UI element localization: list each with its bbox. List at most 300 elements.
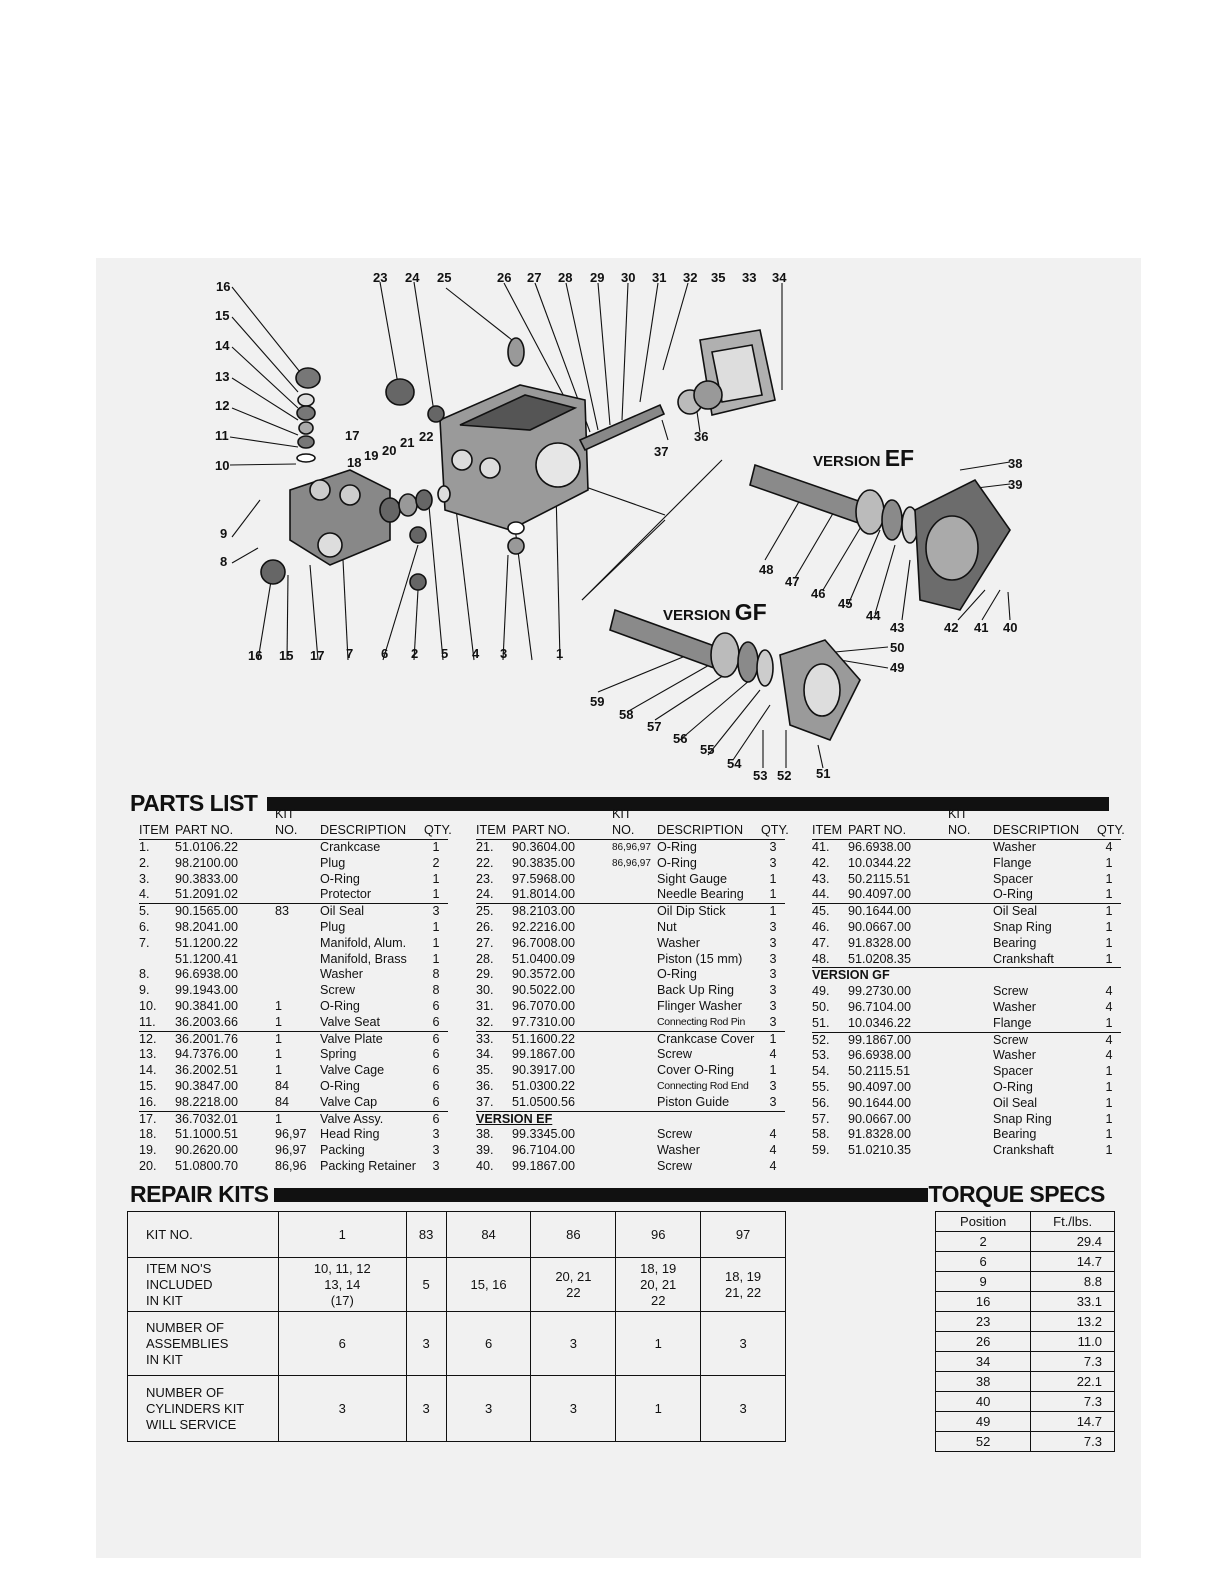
part-number: 99.3345.00 bbox=[512, 1127, 576, 1142]
parts-row bbox=[139, 1112, 448, 1128]
item-number: 53. bbox=[812, 1048, 830, 1063]
repair-kit-cell: 6 bbox=[446, 1312, 531, 1376]
parts-column-2 bbox=[476, 807, 789, 1175]
repair-kit-cell: 3 bbox=[701, 1312, 786, 1376]
torque-position: 34 bbox=[936, 1352, 1031, 1372]
part-description: Screw bbox=[993, 1032, 1028, 1047]
item-number: 35. bbox=[476, 1063, 494, 1078]
callout-56: 56 bbox=[673, 731, 688, 746]
torque-value: 11.0 bbox=[1031, 1332, 1115, 1352]
callout-22: 22 bbox=[419, 429, 434, 444]
parts-row bbox=[139, 840, 448, 856]
part-number: 10.0344.22 bbox=[848, 855, 912, 870]
part-quantity: 6 bbox=[432, 1031, 440, 1046]
callout-49: 49 bbox=[890, 660, 905, 675]
kit-number bbox=[275, 856, 320, 872]
callout-45: 45 bbox=[838, 596, 853, 611]
part-quantity: 1 bbox=[1105, 951, 1113, 966]
parts-row bbox=[476, 856, 785, 872]
item-number: 55. bbox=[812, 1079, 830, 1094]
kit-number: 1 bbox=[275, 1047, 283, 1062]
kit-number bbox=[948, 936, 993, 952]
torque-value: 14.7 bbox=[1031, 1252, 1115, 1272]
part-quantity: 4 bbox=[769, 1047, 777, 1062]
version-ef-label: VERSION EF bbox=[813, 445, 915, 471]
parts-row bbox=[812, 1112, 1121, 1128]
part-number: 90.4097.00 bbox=[848, 1079, 912, 1094]
banner-bar bbox=[274, 1188, 928, 1202]
part-quantity: 1 bbox=[769, 1031, 777, 1046]
part-description: Cover O-Ring bbox=[657, 1063, 734, 1078]
version-gf-label: VERSION GF bbox=[663, 599, 767, 625]
item-number: 26. bbox=[476, 919, 494, 934]
part-quantity: 6 bbox=[432, 1014, 440, 1029]
parts-row bbox=[812, 1096, 1121, 1112]
parts-row bbox=[139, 936, 448, 952]
item-number: 24. bbox=[476, 887, 494, 902]
part-number: 36.2003.66 bbox=[175, 1014, 239, 1029]
part-description: Crankcase bbox=[320, 840, 381, 854]
parts-row bbox=[476, 1095, 785, 1112]
kit-number bbox=[948, 840, 993, 856]
part-description: O-Ring bbox=[320, 871, 360, 886]
torque-value: Ft./lbs. bbox=[1031, 1212, 1115, 1232]
repair-kit-cell: 83 bbox=[406, 1212, 446, 1258]
torque-header-row bbox=[936, 1212, 1115, 1232]
item-number: 19. bbox=[139, 1143, 157, 1158]
part-description: Oil Dip Stick bbox=[657, 904, 726, 919]
parts-row bbox=[476, 904, 785, 920]
callout-47: 47 bbox=[785, 574, 800, 589]
callout-55: 55 bbox=[700, 742, 715, 757]
part-number: 90.1644.00 bbox=[848, 904, 912, 919]
part-number: 99.1867.00 bbox=[512, 1047, 576, 1062]
parts-header-cell: PART NO. bbox=[512, 823, 571, 838]
part-number: 96.6938.00 bbox=[175, 967, 239, 982]
part-description: Valve Plate bbox=[320, 1031, 383, 1046]
repair-kit-cell: 3 bbox=[701, 1376, 786, 1442]
part-quantity: 6 bbox=[432, 998, 440, 1013]
part-number: 97.5968.00 bbox=[512, 871, 576, 886]
parts-row bbox=[812, 920, 1121, 936]
parts-row bbox=[476, 920, 785, 936]
parts-header-cell: DESCRIPTION bbox=[657, 823, 744, 838]
parts-row bbox=[812, 952, 1121, 969]
part-description: O-Ring bbox=[993, 887, 1033, 902]
part-number: 99.1943.00 bbox=[175, 983, 239, 998]
part-description: Needle Bearing bbox=[657, 887, 744, 902]
part-description: Spacer bbox=[993, 871, 1033, 886]
torque-specs-title: TORQUE SPECS bbox=[928, 1181, 1105, 1207]
part-number: 10.0346.22 bbox=[848, 1015, 912, 1030]
item-number: 29. bbox=[476, 967, 494, 982]
parts-row bbox=[812, 1048, 1121, 1064]
callout-17: 17 bbox=[310, 648, 325, 663]
repair-kit-cell: 1 bbox=[279, 1212, 407, 1258]
part-quantity: 4 bbox=[1105, 984, 1113, 999]
repair-kit-cell: 1 bbox=[616, 1376, 701, 1442]
part-quantity: 4 bbox=[1105, 1048, 1113, 1063]
parts-row bbox=[812, 1143, 1121, 1159]
part-quantity: 1 bbox=[769, 1063, 777, 1078]
part-number: 90.3833.00 bbox=[175, 871, 239, 886]
callout-46: 46 bbox=[811, 586, 826, 601]
part-description: Flange bbox=[993, 855, 1032, 870]
parts-row bbox=[139, 1032, 448, 1048]
part-number: 94.7376.00 bbox=[175, 1047, 239, 1062]
part-description: Oil Seal bbox=[993, 1095, 1038, 1110]
callout-8: 8 bbox=[220, 554, 228, 569]
part-number: 50.2115.51 bbox=[848, 1064, 911, 1079]
item-number: 17. bbox=[139, 1111, 157, 1126]
callout-19: 19 bbox=[364, 448, 379, 463]
item-number: 5. bbox=[139, 904, 150, 919]
callout-48: 48 bbox=[759, 562, 774, 577]
item-number: 39. bbox=[476, 1143, 494, 1158]
item-number: 7. bbox=[139, 935, 150, 950]
part-number: 91.8328.00 bbox=[848, 935, 912, 950]
parts-header-cell: QTY. bbox=[424, 823, 452, 838]
callout-57: 57 bbox=[647, 719, 662, 734]
parts-row bbox=[139, 920, 448, 936]
part-number: 50.2115.51 bbox=[848, 871, 911, 886]
parts-row bbox=[139, 1127, 448, 1143]
callout-25: 25 bbox=[437, 270, 452, 285]
parts-row bbox=[139, 983, 448, 999]
callout-41: 41 bbox=[974, 620, 989, 635]
part-number: 90.0667.00 bbox=[848, 919, 912, 934]
callout-52: 52 bbox=[777, 768, 792, 783]
part-quantity: 1 bbox=[432, 887, 440, 902]
parts-column-1 bbox=[139, 807, 452, 1175]
item-number: 16. bbox=[139, 1094, 157, 1109]
parts-row bbox=[139, 1047, 448, 1063]
item-number: 30. bbox=[476, 983, 494, 998]
part-quantity: 3 bbox=[432, 1127, 440, 1142]
part-quantity: 1 bbox=[1105, 1064, 1113, 1079]
part-number: 91.8014.00 bbox=[512, 887, 576, 902]
parts-row bbox=[476, 1079, 785, 1095]
part-description: Back Up Ring bbox=[657, 983, 734, 998]
repair-kit-cell: 18, 19 21, 22 bbox=[701, 1258, 786, 1312]
part-description: Oil Seal bbox=[993, 904, 1038, 919]
item-number: 40. bbox=[476, 1158, 494, 1173]
callout-53: 53 bbox=[753, 768, 768, 783]
parts-row bbox=[812, 1000, 1121, 1016]
kit-number: 1 bbox=[275, 998, 283, 1013]
item-number: 18. bbox=[139, 1127, 157, 1142]
repair-kit-cell: 3 bbox=[446, 1376, 531, 1442]
kit-number: 86,96,97 bbox=[612, 857, 651, 869]
kit-number: 96,97 bbox=[275, 1143, 307, 1158]
part-number: 51.2091.02 bbox=[175, 887, 239, 902]
callout-13: 13 bbox=[215, 369, 230, 384]
kit-number bbox=[948, 1033, 993, 1049]
item-number: 13. bbox=[139, 1047, 157, 1062]
parts-row bbox=[476, 840, 785, 856]
part-description: Piston Guide bbox=[657, 1094, 730, 1109]
torque-value: 13.2 bbox=[1031, 1312, 1115, 1332]
torque-value: 33.1 bbox=[1031, 1292, 1115, 1312]
item-number: 10. bbox=[139, 998, 157, 1013]
item-number: 31. bbox=[476, 998, 494, 1013]
part-number: 90.3847.00 bbox=[175, 1078, 239, 1093]
repair-kit-cell: 3 bbox=[531, 1312, 616, 1376]
part-number: 51.1000.51 bbox=[175, 1127, 239, 1142]
part-description: Crankshaft bbox=[993, 1143, 1054, 1158]
item-number: 54. bbox=[812, 1064, 830, 1079]
callout-29: 29 bbox=[590, 270, 605, 285]
part-description: O-Ring bbox=[993, 1079, 1033, 1094]
part-description: Piston (15 mm) bbox=[657, 951, 743, 966]
kit-number bbox=[612, 1127, 657, 1143]
part-number: 51.1200.41 bbox=[175, 951, 239, 966]
kit-number bbox=[612, 952, 657, 968]
kit-number bbox=[948, 1016, 993, 1032]
kit-number bbox=[612, 936, 657, 952]
part-quantity: 1 bbox=[1105, 855, 1113, 870]
item-number: 46. bbox=[812, 919, 830, 934]
repair-row bbox=[128, 1258, 786, 1312]
part-description: Connecting Rod Pin bbox=[657, 1015, 745, 1028]
kit-number bbox=[275, 952, 320, 968]
kit-number bbox=[948, 1080, 993, 1096]
parts-header-cell: ITEM bbox=[476, 823, 507, 838]
part-description: Washer bbox=[320, 967, 363, 982]
callout-50: 50 bbox=[890, 640, 905, 655]
item-number: 36. bbox=[476, 1078, 494, 1093]
repair-row-label: NUMBER OF CYLINDERS KIT WILL SERVICE bbox=[128, 1376, 279, 1442]
parts-row bbox=[476, 1159, 785, 1175]
part-quantity: 1 bbox=[432, 919, 440, 934]
callout-12: 12 bbox=[215, 398, 230, 413]
parts-row bbox=[812, 872, 1121, 888]
callout-17: 17 bbox=[345, 428, 360, 443]
parts-row bbox=[476, 872, 785, 888]
part-description: Nut bbox=[657, 919, 677, 934]
item-number: 43. bbox=[812, 871, 830, 886]
part-number: 90.5022.00 bbox=[512, 983, 576, 998]
part-number: 96.7104.00 bbox=[512, 1143, 576, 1158]
part-number: 99.1867.00 bbox=[848, 1032, 912, 1047]
torque-value: 29.4 bbox=[1031, 1232, 1115, 1252]
parts-row bbox=[812, 887, 1121, 904]
callout-24: 24 bbox=[405, 270, 420, 285]
part-number: 96.6938.00 bbox=[848, 1048, 912, 1063]
kit-number: 1 bbox=[275, 1014, 283, 1029]
part-quantity: 1 bbox=[1105, 1015, 1113, 1030]
kit-number: 86,96,97 bbox=[612, 842, 651, 853]
kit-number bbox=[612, 1032, 657, 1048]
kit-number bbox=[948, 856, 993, 872]
item-number: 3. bbox=[139, 871, 150, 886]
kit-number bbox=[612, 872, 657, 888]
part-description: Washer bbox=[993, 1048, 1036, 1063]
torque-value: 7.3 bbox=[1031, 1352, 1115, 1372]
parts-row bbox=[139, 887, 448, 904]
torque-row bbox=[936, 1392, 1115, 1412]
part-quantity: 3 bbox=[769, 951, 777, 966]
callout-43: 43 bbox=[890, 620, 905, 635]
part-quantity: 1 bbox=[1105, 919, 1113, 934]
part-description: Washer bbox=[993, 840, 1036, 854]
parts-row bbox=[812, 904, 1121, 920]
valve-stack bbox=[296, 368, 320, 462]
part-description: Flange bbox=[993, 1015, 1032, 1030]
part-quantity: 4 bbox=[769, 1158, 777, 1173]
item-number: 14. bbox=[139, 1063, 157, 1078]
item-number: 6. bbox=[139, 919, 150, 934]
part-description: O-Ring bbox=[320, 998, 360, 1013]
torque-value: 8.8 bbox=[1031, 1272, 1115, 1292]
item-number: 51. bbox=[812, 1015, 830, 1030]
parts-header-row bbox=[812, 807, 1125, 840]
part-number: 51.0800.70 bbox=[175, 1158, 239, 1173]
torque-row bbox=[936, 1352, 1115, 1372]
part-description: Valve Cap bbox=[320, 1094, 378, 1109]
kit-number bbox=[612, 1095, 657, 1111]
part-number: 97.7310.00 bbox=[512, 1014, 576, 1029]
kit-number bbox=[948, 1048, 993, 1064]
part-description: Screw bbox=[657, 1158, 692, 1173]
torque-position: Position bbox=[936, 1212, 1031, 1232]
kit-number bbox=[948, 984, 993, 1000]
parts-row bbox=[476, 1063, 785, 1079]
callout-27: 27 bbox=[527, 270, 542, 285]
callout-16: 16 bbox=[216, 279, 231, 294]
part-quantity: 3 bbox=[432, 1143, 440, 1158]
parts-row bbox=[139, 999, 448, 1015]
repair-kits-banner bbox=[130, 1181, 1105, 1208]
repair-kit-cell: 1 bbox=[616, 1312, 701, 1376]
item-number: 20. bbox=[139, 1158, 157, 1173]
part-quantity: 1 bbox=[432, 951, 440, 966]
callout-7: 7 bbox=[346, 646, 354, 661]
part-description: O-Ring bbox=[657, 840, 697, 854]
kit-number bbox=[275, 840, 320, 856]
callout-59: 59 bbox=[590, 694, 605, 709]
part-quantity: 4 bbox=[769, 1127, 777, 1142]
torque-value: 7.3 bbox=[1031, 1432, 1115, 1452]
part-number: 51.0400.09 bbox=[512, 951, 576, 966]
part-description: Spring bbox=[320, 1047, 357, 1062]
item-number: 56. bbox=[812, 1095, 830, 1110]
repair-kit-cell: 18, 19 20, 21 22 bbox=[616, 1258, 701, 1312]
part-description: Washer bbox=[657, 935, 700, 950]
callout-38: 38 bbox=[1008, 456, 1023, 471]
callout-44: 44 bbox=[866, 608, 881, 623]
parts-row bbox=[476, 983, 785, 999]
kit-number: 1 bbox=[275, 1063, 283, 1078]
part-number: 90.1644.00 bbox=[848, 1095, 912, 1110]
repair-kit-cell: 20, 21 22 bbox=[531, 1258, 616, 1312]
repair-kits-table bbox=[127, 1211, 786, 1442]
torque-position: 9 bbox=[936, 1272, 1031, 1292]
part-quantity: 3 bbox=[769, 935, 777, 950]
parts-row bbox=[476, 1143, 785, 1159]
kit-number bbox=[612, 887, 657, 903]
parts-row bbox=[812, 1033, 1121, 1049]
item-number: 4. bbox=[139, 887, 150, 902]
part-description: Manifold, Alum. bbox=[320, 935, 407, 950]
part-description: Protector bbox=[320, 887, 372, 902]
part-quantity: 3 bbox=[432, 904, 440, 919]
part-quantity: 3 bbox=[769, 919, 777, 934]
part-description: Connecting Rod End bbox=[657, 1079, 749, 1092]
parts-row bbox=[139, 1063, 448, 1079]
item-number: 50. bbox=[812, 999, 830, 1014]
callout-15: 15 bbox=[279, 648, 294, 663]
item-number: 34. bbox=[476, 1047, 494, 1062]
part-description: Crankshaft bbox=[993, 951, 1054, 966]
kit-number bbox=[612, 1015, 657, 1031]
part-quantity: 6 bbox=[432, 1111, 440, 1126]
kit-number bbox=[275, 983, 320, 999]
kit-number bbox=[948, 1096, 993, 1112]
kit-number: 84 bbox=[275, 1094, 290, 1109]
part-number: 51.0300.22 bbox=[512, 1078, 576, 1093]
parts-row bbox=[812, 936, 1121, 952]
part-description: Washer bbox=[993, 999, 1036, 1014]
part-quantity: 1 bbox=[1105, 1127, 1113, 1142]
item-number bbox=[139, 952, 175, 968]
part-quantity: 1 bbox=[1105, 904, 1113, 919]
part-quantity: 1 bbox=[1105, 1079, 1113, 1094]
torque-position: 6 bbox=[936, 1252, 1031, 1272]
part-number: 96.7104.00 bbox=[848, 999, 912, 1014]
part-description: Bearing bbox=[993, 935, 1037, 950]
repair-row bbox=[128, 1376, 786, 1442]
part-quantity: 1 bbox=[1105, 887, 1113, 902]
repair-kit-cell: 10, 11, 12 13, 14 (17) bbox=[279, 1258, 407, 1312]
kit-number bbox=[612, 1063, 657, 1079]
part-number: 98.2103.00 bbox=[512, 904, 576, 919]
item-number: 38. bbox=[476, 1127, 494, 1142]
part-number: 51.1200.22 bbox=[175, 935, 239, 950]
parts-row bbox=[139, 856, 448, 872]
part-description: Crankcase Cover bbox=[657, 1031, 755, 1046]
torque-position: 40 bbox=[936, 1392, 1031, 1412]
parts-column-3 bbox=[812, 807, 1125, 1159]
parts-row bbox=[139, 872, 448, 888]
parts-row bbox=[812, 1064, 1121, 1080]
part-quantity: 1 bbox=[769, 871, 777, 886]
callout-16: 16 bbox=[248, 648, 263, 663]
repair-row bbox=[128, 1212, 786, 1258]
parts-row bbox=[812, 1127, 1121, 1143]
kit-number: 96,97 bbox=[275, 1127, 307, 1142]
kit-number bbox=[275, 887, 320, 903]
item-number: 52. bbox=[812, 1032, 830, 1047]
parts-header-cell: KIT NO. bbox=[275, 807, 298, 838]
parts-row bbox=[139, 904, 448, 920]
torque-position: 38 bbox=[936, 1372, 1031, 1392]
part-number: 51.0106.22 bbox=[175, 840, 239, 854]
part-description: Bearing bbox=[993, 1127, 1037, 1142]
part-number: 90.3572.00 bbox=[512, 967, 576, 982]
torque-position: 52 bbox=[936, 1432, 1031, 1452]
item-number: 48. bbox=[812, 951, 830, 966]
torque-position: 49 bbox=[936, 1412, 1031, 1432]
parts-header-row bbox=[476, 807, 789, 840]
parts-row bbox=[476, 967, 785, 983]
item-number: 28. bbox=[476, 951, 494, 966]
kit-number bbox=[948, 872, 993, 888]
kit-number bbox=[948, 1143, 993, 1159]
item-number: 1. bbox=[139, 840, 150, 854]
part-quantity: 1 bbox=[769, 887, 777, 902]
part-quantity: 6 bbox=[432, 1047, 440, 1062]
